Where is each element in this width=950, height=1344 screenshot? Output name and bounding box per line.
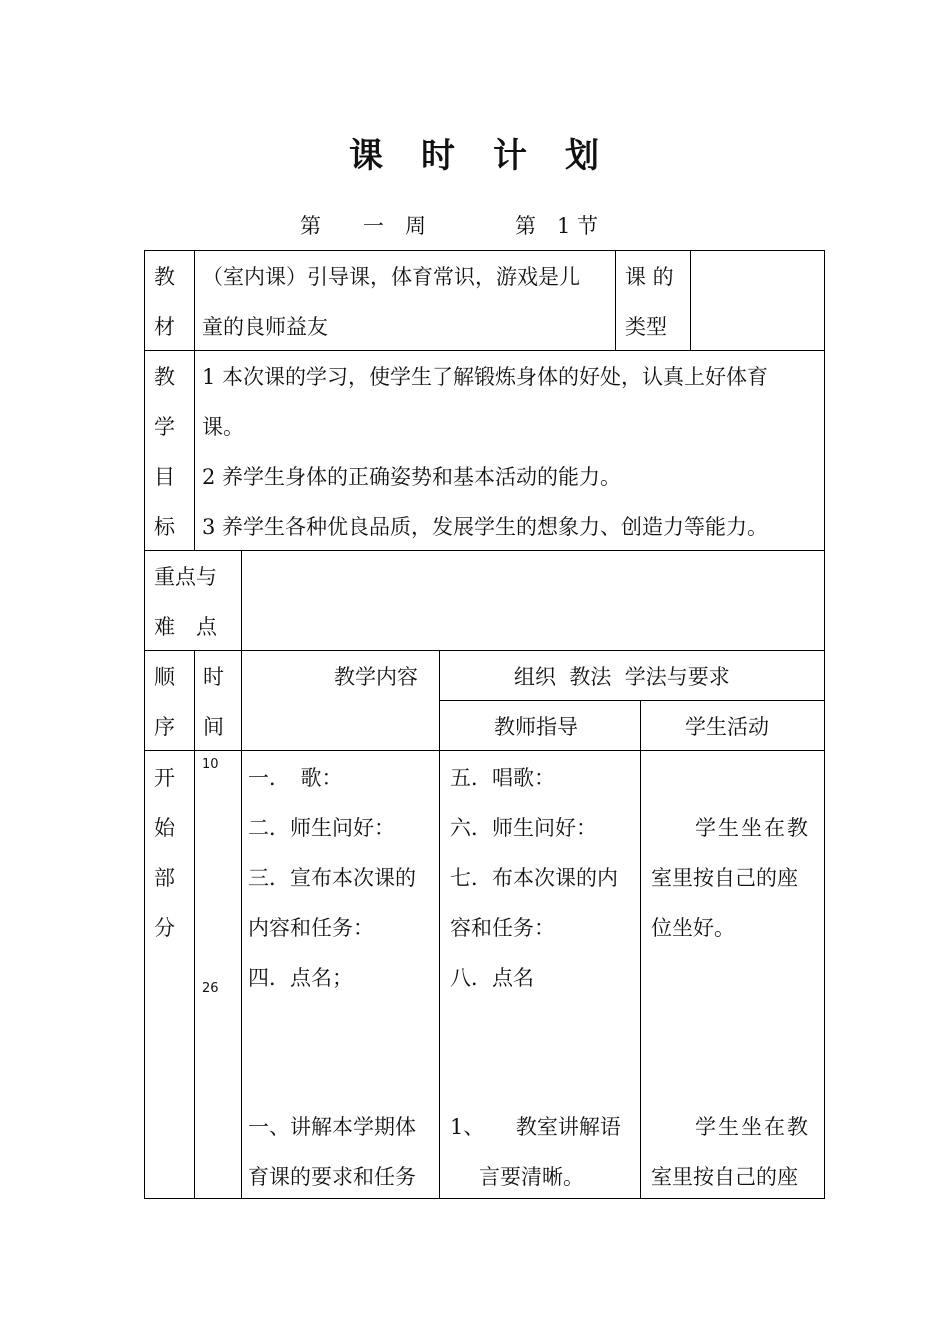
student-line: 学生坐在教 xyxy=(695,1115,810,1139)
lesson-plan-table xyxy=(144,250,824,1198)
material-label: 材 xyxy=(154,315,175,339)
goals-label: 教 xyxy=(154,365,175,389)
content-line: 一． 歌： xyxy=(248,766,343,790)
key-points-label: 难 点 xyxy=(154,615,217,639)
content-line: 一、讲解本学期体 xyxy=(248,1115,416,1139)
student-line: 学生坐在教 xyxy=(695,816,810,840)
teacher-line: 言要清晰。 xyxy=(479,1165,584,1189)
material-text: （室内课）引导课，体育常识，游戏是儿 xyxy=(202,265,580,289)
goal-line: 3 养学生各种优良品质，发展学生的想象力、创造力等能力。 xyxy=(202,515,769,539)
section-label: 始 xyxy=(154,816,175,840)
material-text: 童的良师益友 xyxy=(202,315,328,339)
goal-line: 2 养学生身体的正确姿势和基本活动的能力。 xyxy=(202,465,622,489)
student-line: 室里按自己的座 xyxy=(651,1165,798,1189)
week-label: 第 一 周 xyxy=(300,214,426,238)
key-points-label: 重点与 xyxy=(154,565,217,589)
teacher-line: 1、 教室讲解语 xyxy=(450,1115,621,1139)
time-value: 26 xyxy=(202,981,219,996)
content-line: 三．宣布本次课的 xyxy=(248,866,416,890)
teacher-line: 七．布本次课的内 xyxy=(450,866,618,890)
lesson-type-label: 课 的 xyxy=(625,265,674,289)
content-header: 教学内容 xyxy=(334,665,418,689)
time-header: 间 xyxy=(203,715,224,739)
goals-label: 学 xyxy=(154,415,175,439)
section-label: 分 xyxy=(154,916,175,940)
section-label: 第 1 节 xyxy=(515,214,599,238)
teacher-line: 五．唱歌： xyxy=(450,766,555,790)
order-header: 顺 xyxy=(154,665,175,689)
student-line: 室里按自己的座 xyxy=(651,866,798,890)
material-label: 教 xyxy=(154,265,175,289)
teacher-line: 容和任务： xyxy=(450,916,555,940)
teacher-header: 教师指导 xyxy=(494,715,578,739)
goal-line: 1 本次课的学习，使学生了解锻炼身体的好处，认真上好体育 xyxy=(202,365,769,389)
teacher-line: 八．点名 xyxy=(450,966,534,990)
section-label: 开 xyxy=(154,766,175,790)
order-header: 序 xyxy=(154,715,175,739)
section-label: 部 xyxy=(154,866,175,890)
content-line: 二．师生问好： xyxy=(248,816,395,840)
goals-label: 目 xyxy=(154,465,175,489)
content-line: 四．点名； xyxy=(248,966,353,990)
time-value: 10 xyxy=(202,757,219,772)
goals-label: 标 xyxy=(154,515,175,539)
student-header: 学生活动 xyxy=(685,715,769,739)
content-line: 育课的要求和任务 xyxy=(248,1165,416,1189)
lesson-type-label: 类型 xyxy=(625,315,667,339)
content-line: 内容和任务： xyxy=(248,916,374,940)
page-title: 课 时 计 划 xyxy=(349,136,601,176)
student-line: 位坐好。 xyxy=(651,916,735,940)
goal-line: 课。 xyxy=(202,415,244,439)
time-header: 时 xyxy=(203,665,224,689)
methods-header: 组织 教法 学法与要求 xyxy=(514,665,730,689)
teacher-line: 六．师生问好： xyxy=(450,816,597,840)
